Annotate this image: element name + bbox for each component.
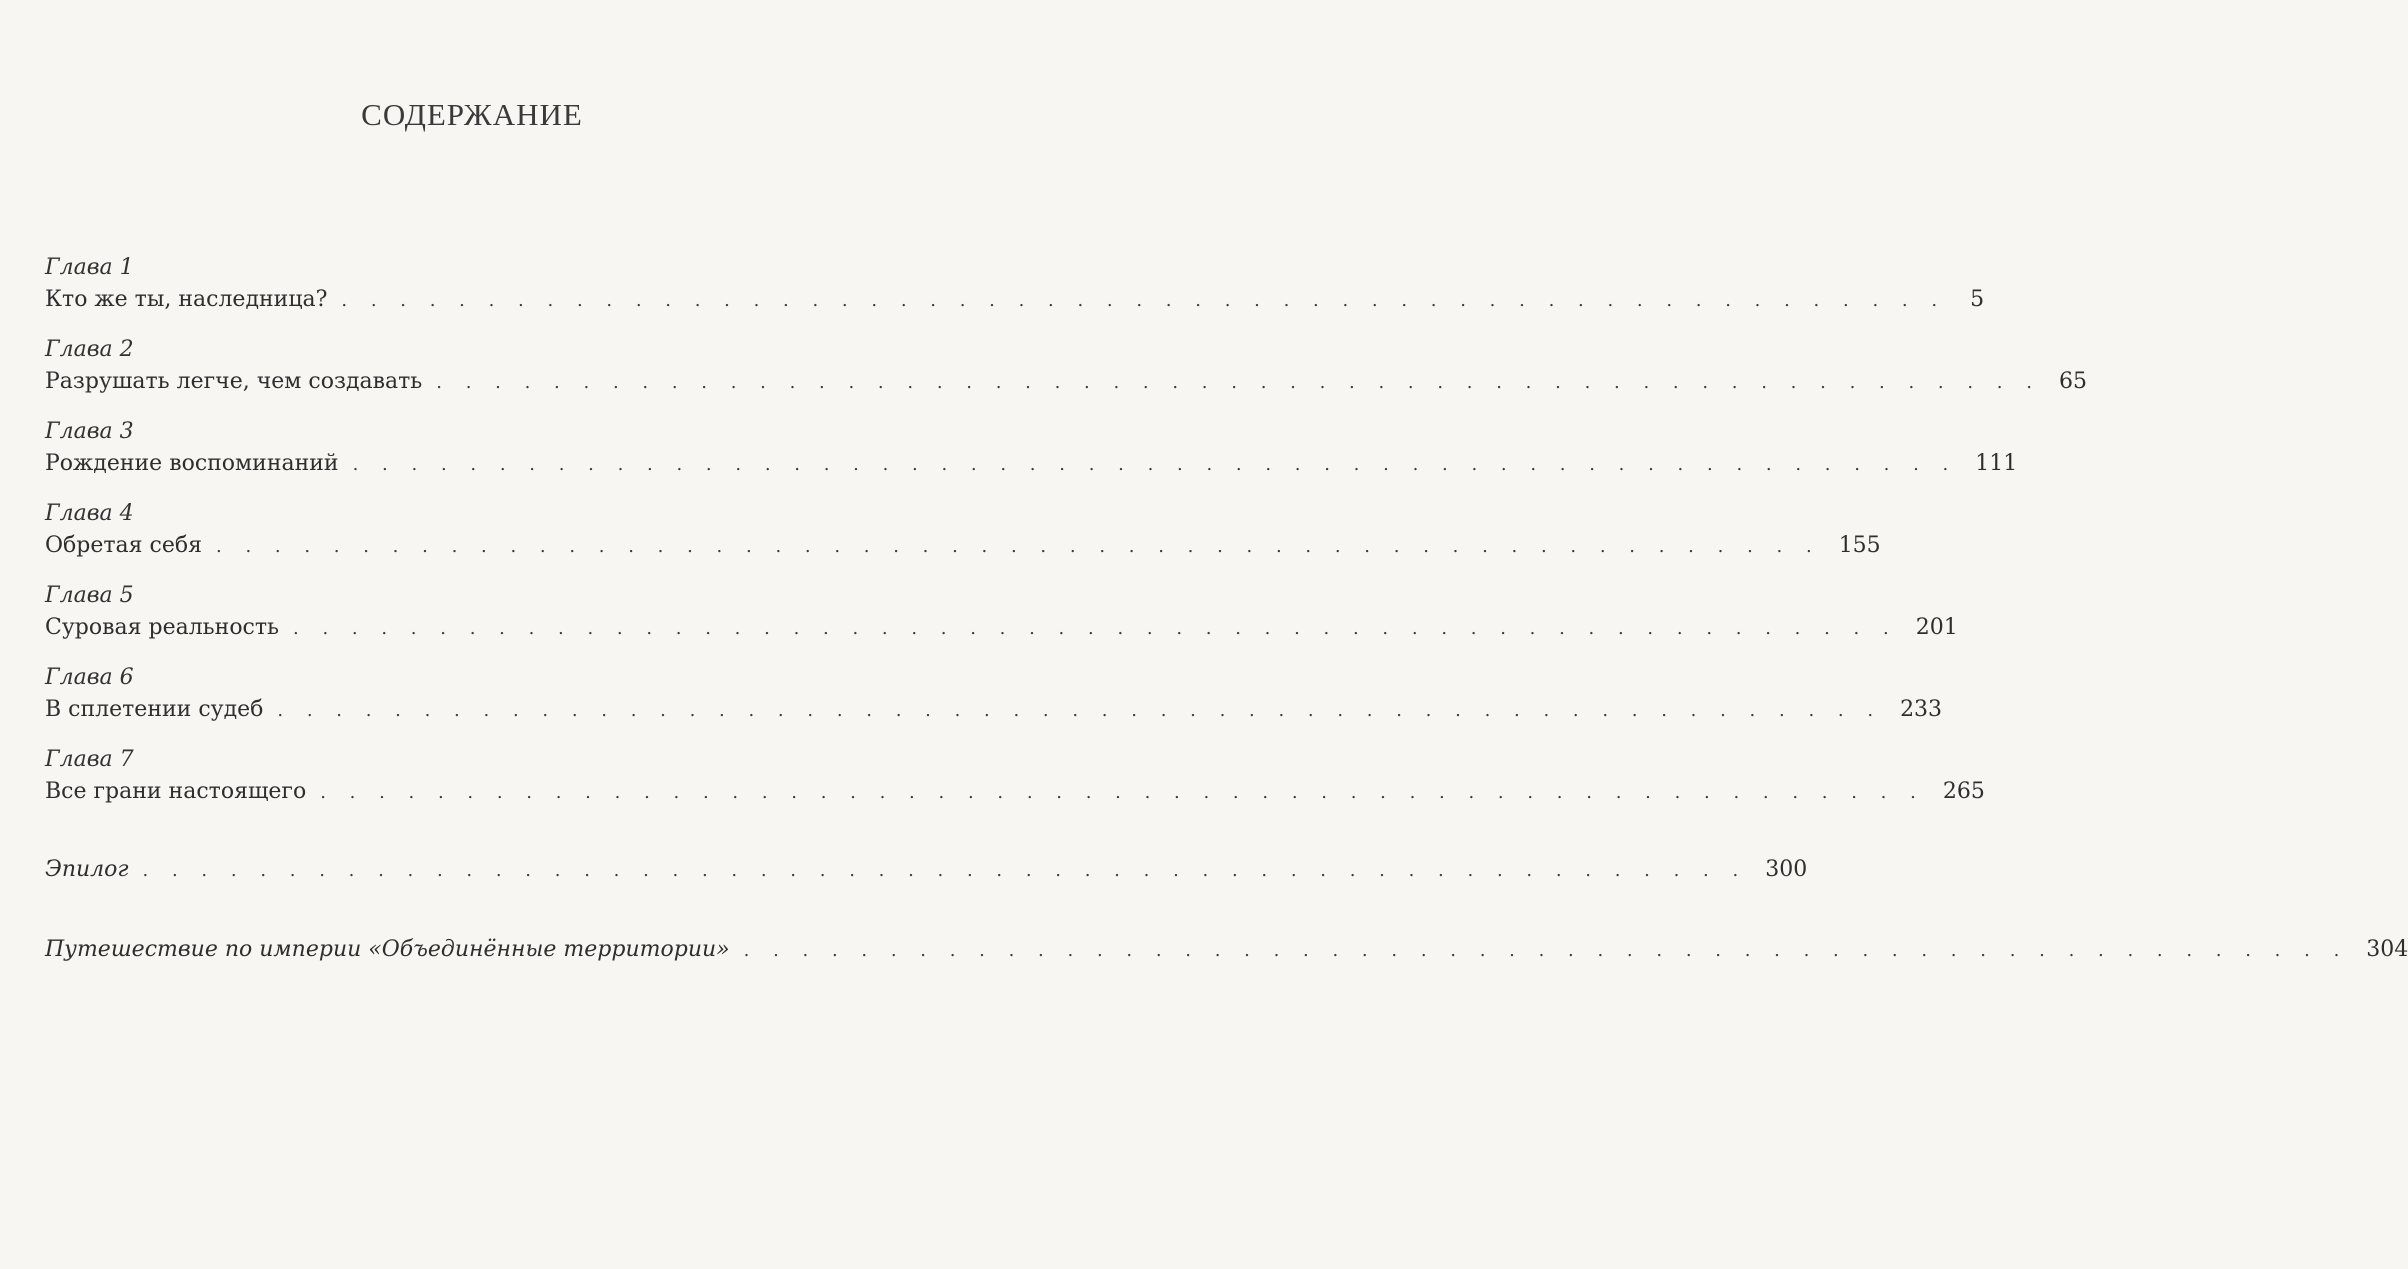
dot-leader: . . . . . . . . . . . . . . . . . . . . . . . . . . . . . . . . . . . . . . . . . . . . . . . . . . . . . . . bbox=[352, 454, 1958, 475]
page-number: 65 bbox=[2058, 369, 2087, 394]
chapter-label: Глава 4 bbox=[45, 501, 134, 526]
chapter-title: Обретая себя bbox=[45, 533, 203, 558]
chapter-title: Суровая реальность bbox=[45, 615, 280, 640]
dot-leader: . . . . . . . . . . . . . . . . . . . . . . . . . . . . . . . . . . . . . . . . . . . . . . . . . . . . . . . bbox=[293, 618, 1898, 639]
chapter-entry-7 bbox=[45, 744, 1985, 808]
page-number: 155 bbox=[1838, 533, 1881, 558]
page-title: СОДЕРЖАНИЕ bbox=[361, 97, 583, 132]
toc-entry bbox=[45, 776, 1985, 808]
chapter-label: Глава 5 bbox=[45, 583, 134, 608]
page-number: 111 bbox=[1975, 451, 2018, 476]
chapter-entry-3 bbox=[45, 416, 2018, 480]
page-number: 5 bbox=[1970, 287, 1985, 312]
epilogue-entry bbox=[45, 854, 1808, 886]
journey-entry bbox=[45, 934, 2408, 966]
chapter-entry-5 bbox=[45, 580, 1958, 644]
chapter-entry-6 bbox=[45, 662, 1943, 726]
toc-entry bbox=[45, 612, 1958, 644]
chapter-title: Рождение воспоминаний bbox=[45, 451, 339, 476]
epilogue-title: Эпилог bbox=[45, 857, 129, 882]
table-of-contents bbox=[45, 252, 2408, 966]
chapter-label: Глава 1 bbox=[45, 255, 134, 280]
chapter-title: Разрушать легче, чем создавать bbox=[45, 369, 423, 394]
chapter-title: Кто же ты, наследница? bbox=[45, 287, 328, 312]
chapter-label: Глава 2 bbox=[45, 337, 134, 362]
chapter-label: Глава 7 bbox=[45, 747, 134, 772]
chapter-label: Глава 6 bbox=[45, 665, 134, 690]
journey-title: Путешествие по империи «Объединённые территории» bbox=[45, 937, 730, 962]
toc-entry bbox=[45, 694, 1943, 726]
dot-leader: . . . . . . . . . . . . . . . . . . . . . . . . . . . . . . . . . . . . . . . . . . . . . . . . . . . . . . . bbox=[341, 290, 1947, 311]
chapter-entry-2 bbox=[45, 334, 2087, 398]
dot-leader: . . . . . . . . . . . . . . . . . . . . . . . . . . . . . . . . . . . . . . . . . . . . . . . . . . . . . . . bbox=[320, 782, 1925, 803]
toc-entry bbox=[45, 366, 2087, 398]
chapter-title: В сплетении судеб bbox=[45, 697, 264, 722]
dot-leader: . . . . . . . . . . . . . . . . . . . . . . . . . . . . . . . . . . . . . . . . . . . . . . . . . . . . . . . bbox=[277, 700, 1883, 721]
dot-leader: . . . . . . . . . . . . . . . . . . . . . . . . . . . . . . . . . . . . . . . . . . . . . . . . . . . . . . . bbox=[216, 536, 1821, 557]
chapter-label: Глава 3 bbox=[45, 419, 134, 444]
page-number: 300 bbox=[1765, 857, 1808, 882]
dot-leader: . . . . . . . . . . . . . . . . . . . . . . . . . . . . . . . . . . . . . . . . . . . . . . . . . . . . . . . bbox=[743, 940, 2349, 961]
dot-leader: . . . . . . . . . . . . . . . . . . . . . . . . . . . . . . . . . . . . . . . . . . . . . . . . . . . . . . . bbox=[436, 372, 2041, 393]
page-number: 201 bbox=[1915, 615, 1958, 640]
chapter-title: Все грани настоящего bbox=[45, 779, 307, 804]
toc-entry bbox=[45, 530, 1881, 562]
page-number: 233 bbox=[1900, 697, 1943, 722]
toc-entry bbox=[45, 448, 2018, 480]
page-number: 304 bbox=[2366, 937, 2408, 962]
chapter-entry-1 bbox=[45, 252, 1985, 316]
chapter-entry-4 bbox=[45, 498, 1881, 562]
dot-leader: . . . . . . . . . . . . . . . . . . . . . . . . . . . . . . . . . . . . . . . . . . . . . . . . . . . . . . . bbox=[142, 860, 1748, 881]
toc-entry bbox=[45, 284, 1985, 316]
page-number: 265 bbox=[1942, 779, 1985, 804]
